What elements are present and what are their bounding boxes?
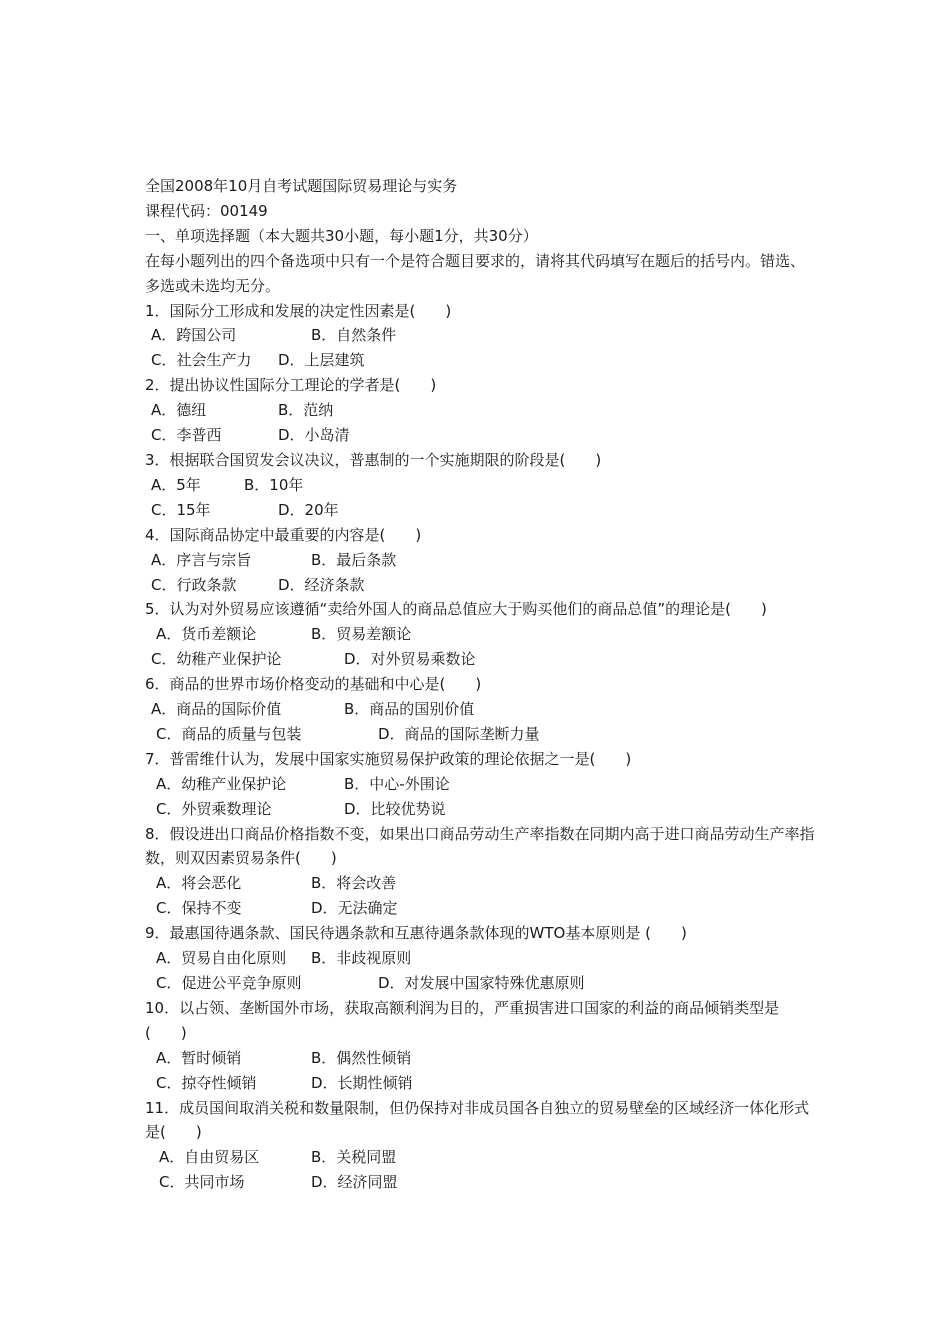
- option-a: A．5年: [151, 475, 201, 494]
- option-c: C．掠夺性倾销: [156, 1073, 257, 1092]
- option-a: A．货币差额论: [156, 625, 257, 644]
- option-a: A．幼稚产业保护论: [156, 774, 287, 793]
- option-d: D．上层建筑: [278, 351, 365, 370]
- options-row: [145, 797, 815, 822]
- question-1: 1．国际分工形成和发展的决定性因素是( ): [145, 301, 452, 320]
- options-row: [145, 498, 815, 523]
- option-b: B．非歧视原则: [311, 949, 412, 968]
- option-b: B．贸易差额论: [311, 625, 412, 644]
- option-c: C．李普西: [151, 426, 222, 445]
- options-row: [145, 772, 815, 797]
- options-row: [145, 647, 815, 672]
- question-8: 8．假设进出口商品价格指数不变，如果出口商品劳动生产率指数在同期内高于进口商品劳动生产率指数，则双因素贸易条件( ): [145, 824, 815, 868]
- options-row: [145, 1170, 815, 1195]
- option-c: C．商品的质量与包装: [156, 724, 302, 743]
- options-row: [145, 398, 815, 423]
- options-row: [145, 946, 815, 971]
- option-b: B．10年: [244, 475, 304, 494]
- options-row: [145, 573, 815, 598]
- course-code: 课程代码：00149: [145, 201, 268, 220]
- question-4: 4．国际商品协定中最重要的内容是( ): [145, 525, 422, 544]
- option-b: B．关税同盟: [311, 1148, 397, 1167]
- options-row: [145, 548, 815, 573]
- options-row: [145, 971, 815, 996]
- option-d: D．小岛清: [278, 426, 350, 445]
- option-d: D．20年: [278, 500, 339, 519]
- option-d: D．无法确定: [311, 899, 398, 918]
- option-d: D．对外贸易乘数论: [344, 650, 476, 669]
- option-d: D．经济条款: [278, 575, 365, 594]
- option-b: B．商品的国别价值: [344, 700, 475, 719]
- option-a: A．暂时倾销: [156, 1048, 242, 1067]
- options-row: [145, 896, 815, 921]
- option-b: B．最后条款: [311, 550, 397, 569]
- option-a: A．序言与宗旨: [151, 550, 252, 569]
- exam-title: 全国2008年10月自考试题国际贸易理论与实务: [145, 177, 458, 195]
- options-row: [145, 323, 815, 348]
- option-c: C．共同市场: [159, 1173, 245, 1192]
- options-row: [145, 348, 815, 373]
- question-9: 9．最惠国待遇条款、国民待遇条款和互惠待遇条款体现的WTO基本原则是 ( ): [145, 924, 687, 943]
- option-a: A．跨国公司: [151, 326, 237, 345]
- option-b: B．自然条件: [311, 326, 397, 345]
- option-b: B．偶然性倾销: [311, 1048, 412, 1067]
- option-d: D．对发展中国家特殊优惠原则: [378, 974, 585, 992]
- options-row: [145, 1046, 815, 1071]
- question-7: 7．普雷维什认为，发展中国家实施贸易保护政策的理论依据之一是( ): [145, 749, 632, 768]
- option-c: C．促进公平竞争原则: [156, 974, 302, 992]
- question-6: 6．商品的世界市场价格变动的基础和中心是( ): [145, 675, 482, 694]
- option-d: D．比较优势说: [344, 799, 446, 818]
- instructions: 在每小题列出的四个备选项中只有一个是符合题目要求的，请将其代码填写在题后的括号内。错选、多选或未选均无分。: [145, 251, 806, 295]
- option-d: D．长期性倾销: [311, 1073, 413, 1092]
- section-title: 一、单项选择题（本大题共30小题，每小题1分，共30分）: [145, 226, 538, 245]
- option-c: C．幼稚产业保护论: [151, 650, 282, 669]
- question-10: 10．以占领、垄断国外市场，获取高额利润为目的，严重损害进口国家的利益的商品倾销类型是( ): [145, 998, 780, 1042]
- options-row: [145, 622, 815, 647]
- option-b: B．中心-外围论: [344, 774, 450, 793]
- option-b: B．范纳: [278, 401, 334, 420]
- question-5: 5．认为对外贸易应该遵循“卖给外国人的商品总值应大于购买他们的商品总值”的理论是( ): [145, 600, 767, 619]
- options-row: [145, 697, 815, 722]
- question-2: 2．提出协议性国际分工理论的学者是( ): [145, 376, 437, 395]
- option-a: A．自由贸易区: [159, 1148, 260, 1167]
- document-body: [145, 174, 815, 1195]
- options-row: [145, 423, 815, 448]
- option-c: C．保持不变: [156, 899, 242, 918]
- options-row: [145, 1145, 815, 1170]
- option-a: A．贸易自由化原则: [156, 949, 287, 968]
- options-row: [145, 722, 815, 747]
- option-c: C．外贸乘数理论: [156, 799, 272, 818]
- option-c: C．15年: [151, 500, 211, 519]
- option-c: C．行政条款: [151, 575, 237, 594]
- option-a: A．商品的国际价值: [151, 700, 282, 719]
- option-b: B．将会改善: [311, 874, 397, 893]
- option-a: A．将会恶化: [156, 874, 242, 893]
- option-d: D．经济同盟: [311, 1173, 398, 1192]
- options-row: [145, 473, 815, 498]
- question-3: 3．根据联合国贸发会议决议，普惠制的一个实施期限的阶段是( ): [145, 450, 602, 469]
- options-row: [145, 871, 815, 896]
- option-a: A．德纽: [151, 401, 207, 420]
- option-c: C．社会生产力: [151, 351, 252, 370]
- options-row: [145, 1071, 815, 1096]
- question-11: 11．成员国间取消关税和数量限制，但仍保持对非成员国各自独立的贸易壁垒的区域经济一体化形式是( ): [145, 1098, 810, 1142]
- option-d: D．商品的国际垄断力量: [378, 724, 540, 743]
